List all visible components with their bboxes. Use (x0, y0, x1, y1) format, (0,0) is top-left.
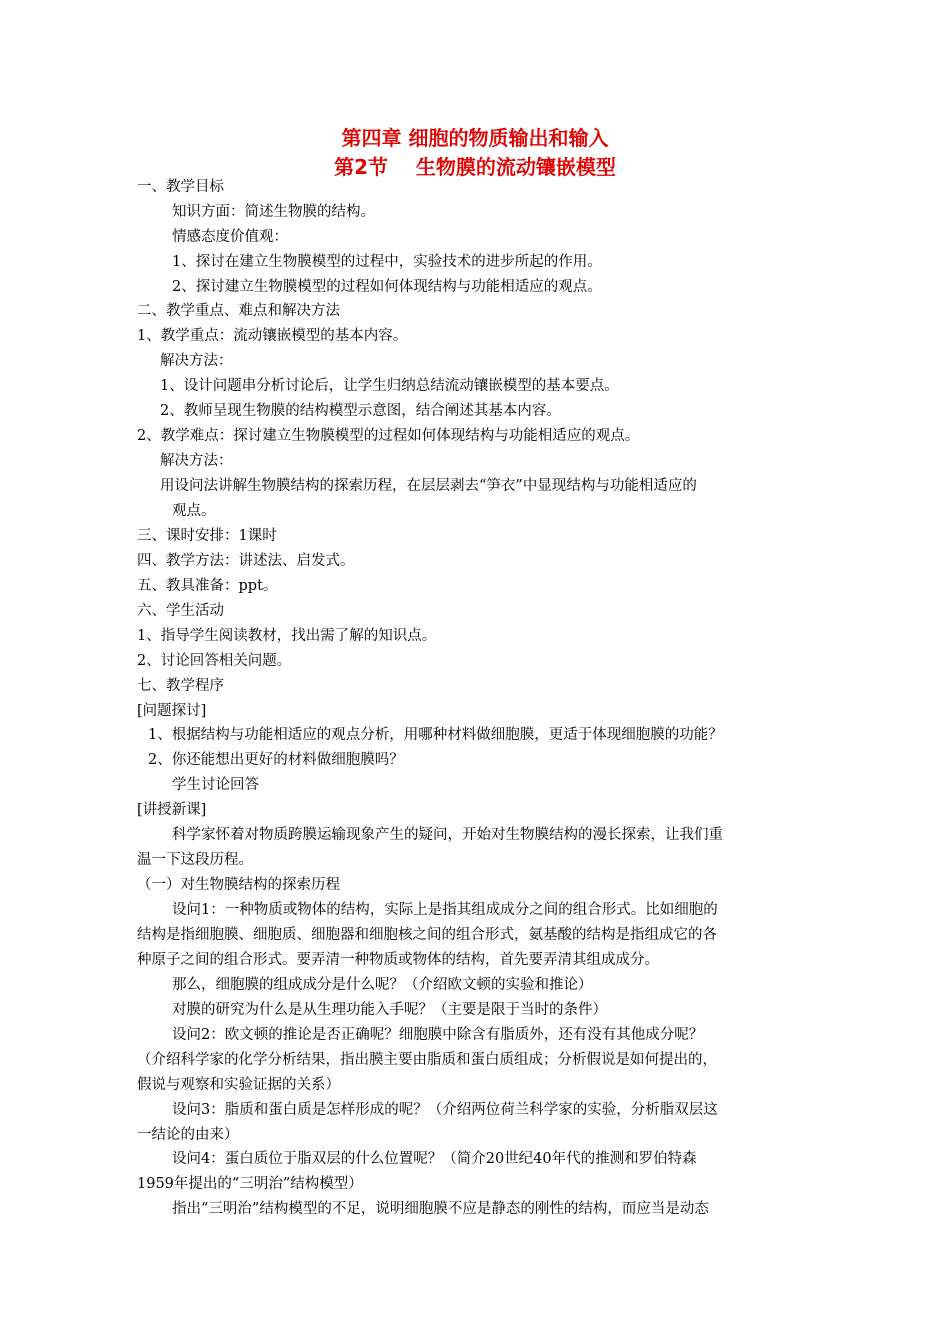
paragraph-line: 1959年提出的“三明治”结构模型） (137, 1176, 363, 1192)
list-item: 2、你还能想出更好的材料做细胞膜吗？ (148, 752, 404, 768)
list-item: 1、探讨在建立生物膜模型的过程中，实验技术的进步所起的作用。 (172, 254, 602, 270)
heading-key-points: 二、教学重点、难点和解决方法 (137, 303, 340, 319)
paragraph-line: 假说与观察和实验证据的关系） (137, 1077, 340, 1093)
paragraph-line: 科学家怀着对物质跨膜运输现象产生的疑问，开始对生物膜结构的漫长探索，让我们重 (172, 827, 723, 843)
paragraph-line: 种原子之间的组合形式。要弄清一种物质或物体的结构，首先要弄清其组成成分。 (137, 952, 659, 968)
paragraph-line: 设问1：一种物质或物体的结构，实际上是指其组成成分之间的组合形式。比如细胞的 (172, 902, 718, 918)
subheading-history: （一）对生物膜结构的探索历程 (137, 877, 340, 893)
list-item: 2、讨论回答相关问题。 (137, 653, 292, 669)
subheading-lecture: [讲授新课] (137, 802, 207, 818)
heading-schedule: 三、课时安排：1课时 (137, 528, 277, 544)
list-item: 2、探讨建立生物膜模型的过程如何体现结构与功能相适应的观点。 (172, 279, 602, 295)
paragraph-line: 对膜的研究为什么是从生理功能入手呢？（主要是限于当时的条件） (172, 1002, 607, 1018)
paragraph-line: （介绍科学家的化学分析结果，指出膜主要由脂质和蛋白质组成；分析假说是如何提出的， (137, 1052, 717, 1068)
heading-objectives: 一、教学目标 (137, 179, 224, 195)
heading-methods: 四、教学方法：讲述法、启发式。 (137, 553, 355, 569)
subheading-problem: [问题探讨] (137, 703, 207, 719)
heading-procedure: 七、教学程序 (137, 678, 224, 694)
paragraph-line: 学生讨论回答 (172, 777, 259, 793)
paragraph-line: 设问3：脂质和蛋白质是怎样形成的呢？（介绍两位荷兰科学家的实验，分析脂双层这 (172, 1102, 718, 1118)
paragraph-line: 用设问法讲解生物膜结构的探索历程，在层层剥去“笋衣”中显现结构与功能相适应的 (160, 478, 697, 494)
heading-activities: 六、学生活动 (137, 603, 224, 619)
paragraph-line: 解决方法： (160, 453, 233, 469)
paragraph-line: 指出“三明治”结构模型的不足，说明细胞膜不应是静态的刚性的结构，而应当是动态 (172, 1201, 709, 1217)
paragraph-line: 情感态度价值观： (172, 229, 288, 245)
list-item: 2、教学难点：探讨建立生物膜模型的过程如何体现结构与功能相适应的观点。 (137, 428, 640, 444)
paragraph-line: 设问2：欧文顿的推论是否正确呢？细胞膜中除含有脂质外，还有没有其他成分呢？ (172, 1027, 704, 1043)
paragraph-line: 温一下这段历程。 (137, 852, 253, 868)
paragraph-line: 解决方法： (160, 353, 233, 369)
list-item: 1、指导学生阅读教材，找出需了解的知识点。 (137, 628, 437, 644)
list-item: 1、根据结构与功能相适应的观点分析，用哪种材料做细胞膜，更适于体现细胞膜的功能？ (148, 727, 723, 743)
paragraph-line: 设问4：蛋白质位于脂双层的什么位置呢？（简介20世纪40年代的推测和罗伯特森 (172, 1151, 697, 1167)
list-item: 2、教师呈现生物膜的结构模型示意图，结合阐述其基本内容。 (160, 403, 561, 419)
chapter-title: 第四章 细胞的物质输出和输入 (341, 126, 609, 150)
paragraph-line: 那么，细胞膜的组成成分是什么呢？（介绍欧文顿的实验和推论） (172, 977, 593, 993)
paragraph-line: 一结论的由来） (137, 1127, 239, 1143)
section-title: 第2节 生物膜的流动镶嵌模型 (334, 155, 616, 179)
heading-materials: 五、教具准备：ppt。 (137, 578, 278, 594)
list-item: 1、教学重点：流动镶嵌模型的基本内容。 (137, 328, 408, 344)
paragraph-line: 观点。 (172, 503, 216, 519)
list-item: 1、设计问题串分析讨论后，让学生归纳总结流动镶嵌模型的基本要点。 (160, 378, 619, 394)
paragraph-line: 知识方面：简述生物膜的结构。 (172, 204, 375, 220)
paragraph-line: 结构是指细胞膜、细胞质、细胞器和细胞核之间的组合形式，氨基酸的结构是指组成它的各 (137, 927, 717, 943)
